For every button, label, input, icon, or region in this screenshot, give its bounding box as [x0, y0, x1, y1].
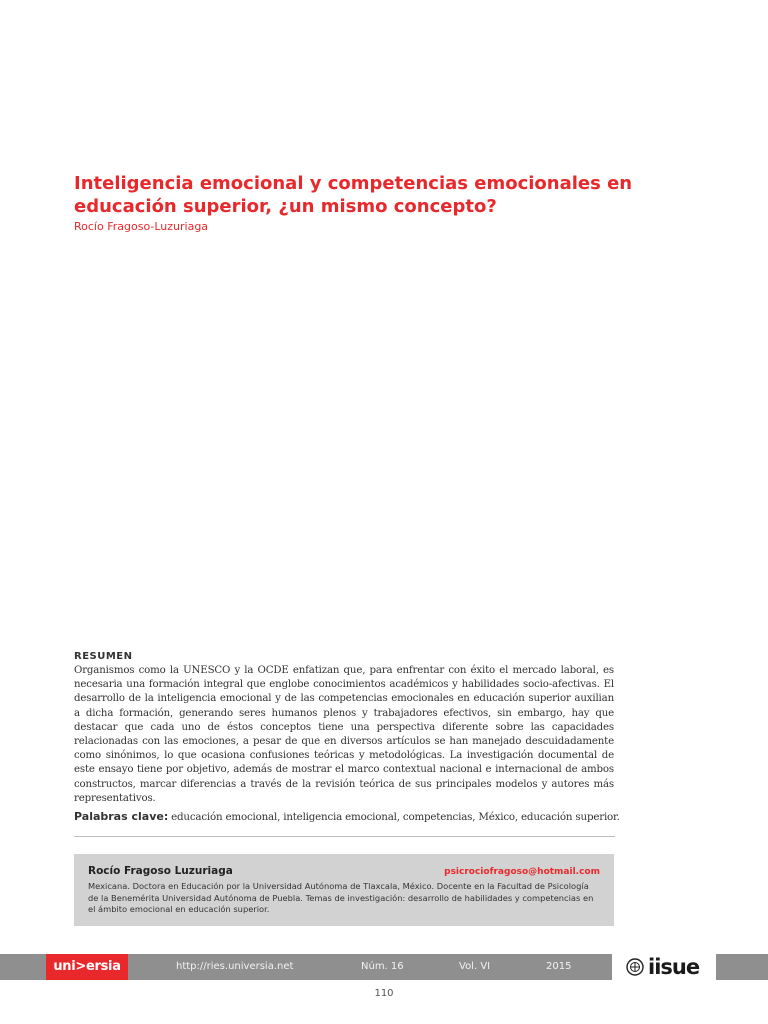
keywords [74, 810, 619, 823]
divider [74, 836, 615, 837]
abstract-heading: RESUMEN [74, 651, 133, 662]
universia-logo: uni>ersia [46, 954, 128, 980]
bio-name: Rocío Fragoso Luzuriaga [88, 865, 233, 877]
footer-issue-number: Núm. 16 [361, 961, 404, 972]
keywords-text: educación emocional, inteligencia emocional, competencias, México, educación superior. [171, 811, 620, 823]
footer-bar [0, 954, 768, 980]
keywords-label: Palabras clave: [74, 810, 169, 823]
page-number: 110 [374, 988, 394, 999]
unam-seal-icon [626, 958, 644, 976]
article-author: Rocío Fragoso-Luzuriaga [74, 220, 209, 233]
article-title: Inteligencia emocional y competencias emocionales en educación superior, ¿un mismo concepto? [74, 173, 633, 217]
footer-volume: Vol. VI [459, 961, 491, 972]
abstract-text: Organismos como la UNESCO y la OCDE enfatizan que, para enfrentar con éxito el mercado laboral, es necesaria una formación integral que englobe conocimientos académicos y habilidades socio-afectivas. El desarrollo de la inteligencia emocional y de las competencias emocionales en educación superior auxilian a dicha formación, generando seres humanos plenos y trabajadores efectivos, sin embargo, hay que destacar que cada uno de éstos conceptos tiene una perspectiva diferente sobre las capacidades relacionadas con las emociones, a pesar de que en diversos artículos se han manejado descuidadamente como sinónimos, lo que ocasiona confusiones teóricas y metodológicas. La investigación documental de este ensayo tiene por objetivo, además de mostrar el marco contextual nacional e internacional de ambos constructos, marcar diferencias a través de la revisión teórica de sus principales modelos y autores más representativos. [74, 665, 614, 804]
iisue-logo: iisue [648, 955, 700, 979]
bio-text: Mexicana. Doctora en Educación por la Universidad Autónoma de Tlaxcala, México. Docente en la Facultad de Psicología de la Benemérita Universidad Autónoma de Puebla. Temas de investigación: desarrollo de habilidades y competencias en el ámbito emocional en educación superior. [88, 881, 594, 914]
author-bio-box [74, 854, 614, 926]
footer-year: 2015 [546, 961, 572, 972]
footer-url-link[interactable]: http://ries.universia.net [176, 961, 294, 972]
bio-email-link[interactable]: psicrociofragoso@hotmail.com [444, 867, 600, 877]
